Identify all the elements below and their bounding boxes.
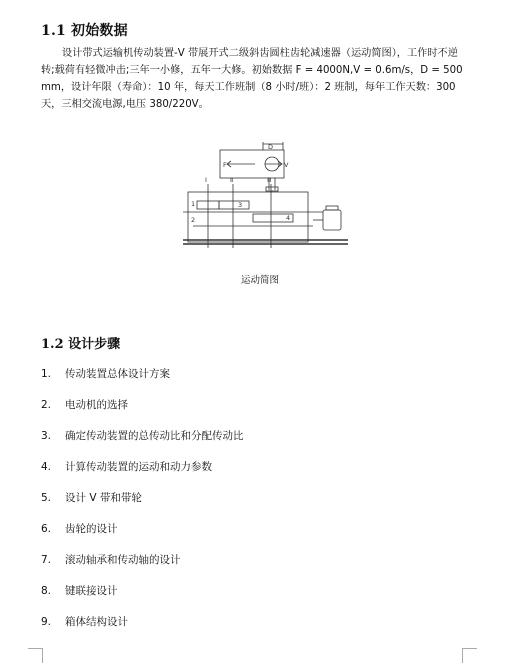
step-text: 计算传动装置的运动和动力参数 — [65, 461, 212, 473]
section-heading-initial-data: 1.1 初始数据 — [41, 23, 128, 39]
step-number: 7. — [41, 554, 52, 566]
diagram-label-shaft-1: Ⅰ — [205, 176, 207, 184]
diagram-label-gear-4: 4 — [286, 214, 291, 222]
step-number: 2. — [41, 399, 52, 411]
page-corner-mark-right — [462, 648, 477, 663]
step-number: 5. — [41, 492, 52, 504]
step-number: 9. — [41, 616, 52, 628]
diagram-label-shaft-3: Ⅲ — [267, 176, 272, 184]
diagram-label-side-1: 1 — [191, 200, 196, 208]
intro-line-4: 2 班制，每年工作天数：300 天，三相交流电源,电压 380/220V。 — [41, 82, 456, 110]
step-number: 8. — [41, 585, 52, 597]
step-number: 6. — [41, 523, 52, 535]
step-text: 齿轮的设计 — [65, 523, 118, 535]
diagram-label-d: D — [268, 143, 274, 151]
step-text: 滚动轴承和传动轴的设计 — [65, 554, 181, 566]
diagram-label-shaft-2: Ⅱ — [230, 176, 234, 184]
diagram-label-gear-3: 3 — [238, 201, 243, 209]
intro-line-2: 工作时不逆转;载荷有轻微冲击;三年一小修，五年一大修。初始数据 F = 4000N, — [41, 48, 458, 76]
step-text: 传动装置总体设计方案 — [65, 368, 170, 380]
step-text: 键联接设计 — [65, 585, 118, 597]
step-text: 箱体结构设计 — [65, 616, 128, 628]
step-number: 3. — [41, 430, 52, 442]
section-heading-design-steps: 1.2 设计步骤 — [41, 337, 121, 352]
page-corner-mark-left — [28, 648, 43, 663]
step-text: 设计 V 带和带轮 — [65, 492, 142, 504]
intro-paragraph — [41, 45, 471, 113]
step-text: 电动机的选择 — [65, 399, 128, 411]
step-number: 1. — [41, 368, 52, 380]
motor — [323, 210, 341, 230]
kinematic-diagram — [183, 140, 353, 255]
diagram-caption: 运动简图 — [241, 275, 280, 286]
diagram-label-side-2: 2 — [191, 216, 196, 224]
step-text: 确定传动装置的总传动比和分配传动比 — [65, 430, 244, 442]
diagram-label-f: F — [223, 161, 227, 169]
step-number: 4. — [41, 461, 52, 473]
diagram-label-v: V — [284, 161, 289, 169]
intro-line-3: V = 0.6m/s，D = 500mm，设计年限（寿命）：10 年，每天工作班制（8 小时/班）： — [41, 65, 463, 93]
intro-line-1: 设计带式运输机传动装置-V 带展开式二级斜齿圆柱齿轮减速器（运动简图）， — [62, 48, 407, 59]
